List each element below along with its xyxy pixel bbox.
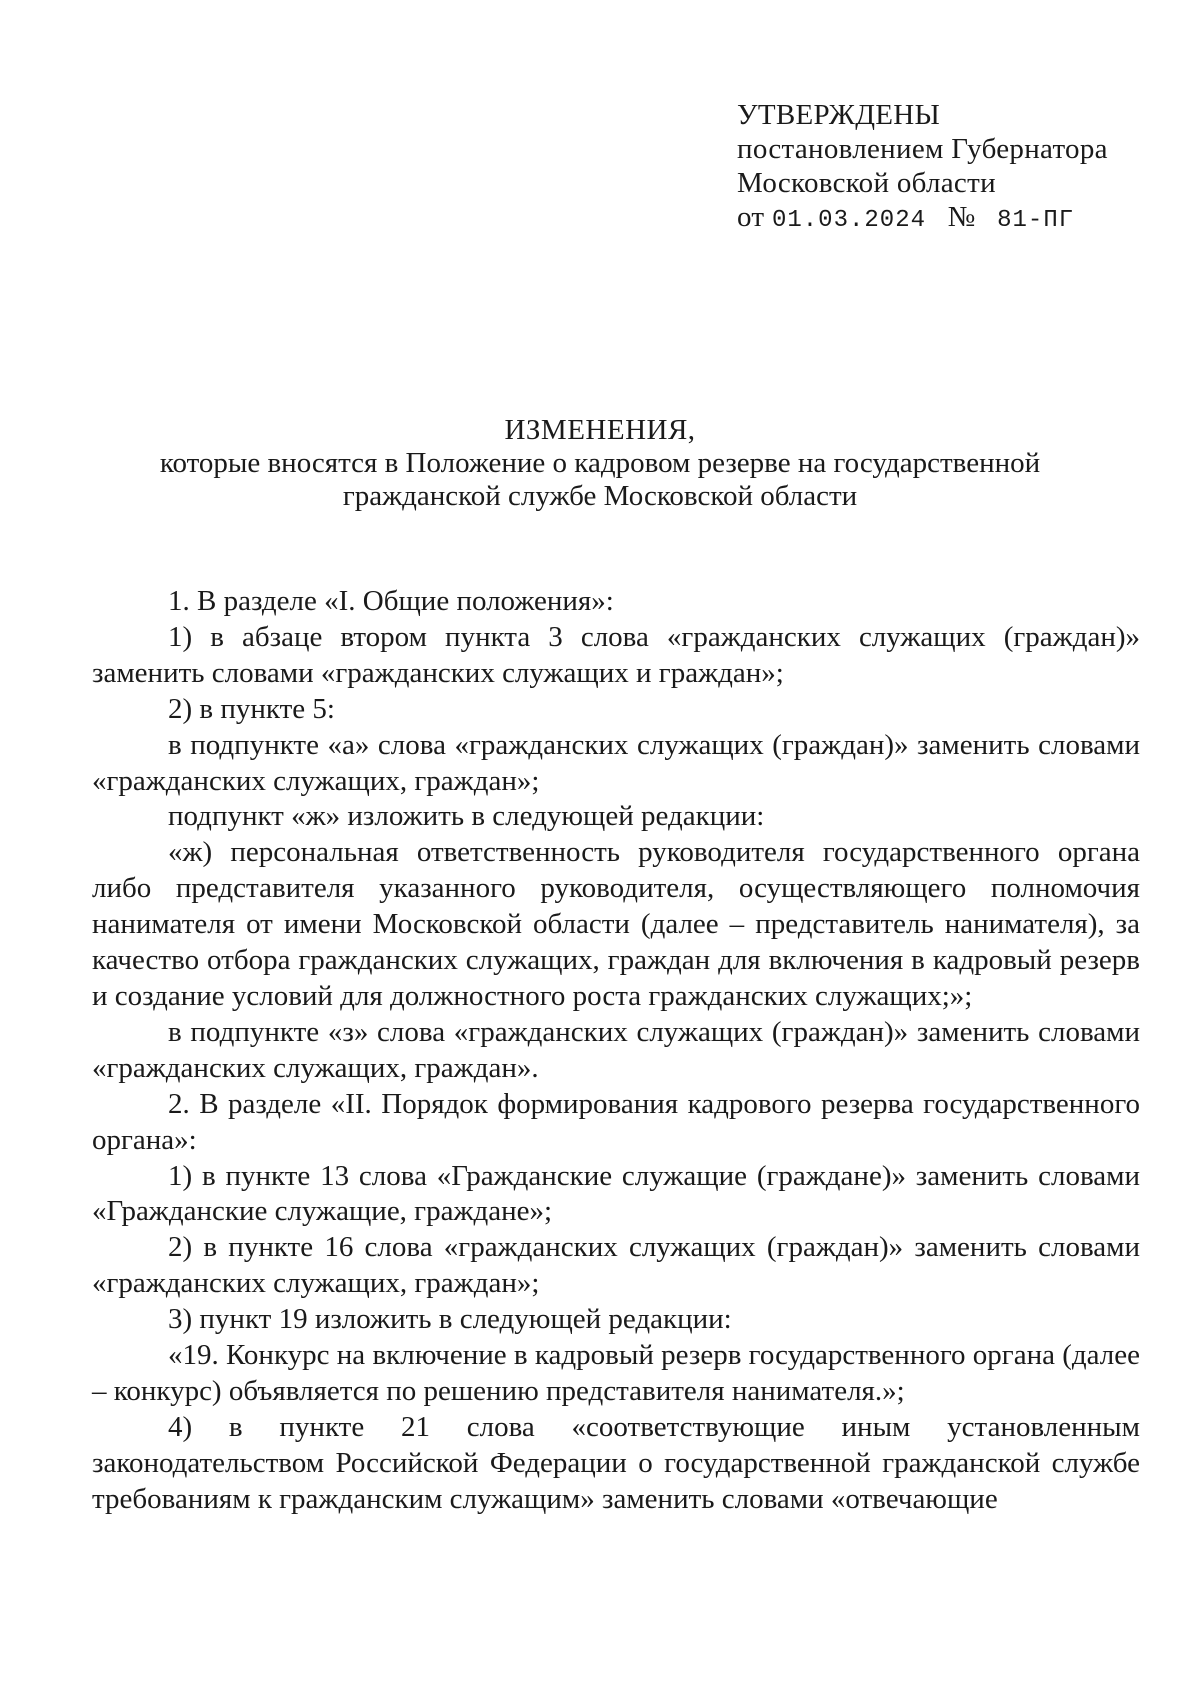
paragraph: «19. Конкурс на включение в кадровый резерв государственного органа (далее – конкурс) объявляется по решению представителя нанимателя.»; (92, 1339, 1140, 1407)
title-sub-line-1: которые вносятся в Положение о кадровом резерве на государственной (159, 447, 1041, 479)
paragraph: подпункт «ж» изложить в следующей редакции: (168, 800, 765, 833)
number-sign: № (947, 201, 976, 233)
approval-stamp (737, 98, 1108, 238)
approval-date: 01.03.2024 (771, 207, 926, 234)
title-main: ИЗМЕНЕНИЯ, (504, 414, 696, 446)
paragraph: 1. В разделе «I. Общие положения»: (168, 585, 614, 617)
date-prefix: от (737, 201, 765, 233)
approval-authority: постановлением Губернатора (737, 133, 1108, 165)
paragraph: в подпункте «з» слова «гражданских служащих (граждан)» заменить словами «гражданских служащих, граждан». (92, 1015, 1140, 1084)
paragraph: «ж) персональная ответственность руководителя государственного органа либо представителя указанного руководителя, осуществляющего полномочия нанимателя от имени Московской области (далее – представитель нанимателя), за качество отбора гражданских служащих, граждан для включения в кадровый резерв и создание условий для должностного роста гражданских служащих;»; (92, 836, 1140, 1012)
paragraph: 4) в пункте 21 слова «соответствующие иным установленным законодательством Российской Федерации о государственной гражданской службе требованиям к гражданским служащим» заменить словами «отвечающие (92, 1410, 1140, 1515)
paragraph: в подпункте «а» слова «гражданских служащих (граждан)» заменить словами «гражданских служащих, граждан»; (92, 728, 1140, 797)
title-sub-line-2: гражданской службе Московской области (342, 480, 858, 512)
paragraph: 3) пункт 19 изложить в следующей редакции: (168, 1303, 732, 1336)
paragraph: 1) в пункте 13 слова «Гражданские служащие (граждане)» заменить словами «Гражданские служащие, граждане»; (92, 1159, 1140, 1228)
paragraph: 1) в абзаце втором пункта 3 слова «гражданских служащих (граждан)» заменить словами «гражданских служащих и граждан»; (92, 620, 1140, 689)
paragraph: 2) в пункте 16 слова «гражданских служащих (граждан)» заменить словами «гражданских служащих, граждан»; (92, 1231, 1140, 1300)
document-title (80, 414, 1120, 513)
approval-number: 81-ПГ (997, 207, 1075, 234)
approval-region: Московской области (737, 167, 996, 199)
approval-date-line (737, 200, 1108, 238)
paragraph: 2. В разделе «II. Порядок формирования кадрового резерва государственного органа»: (92, 1087, 1140, 1156)
document-body (92, 584, 1140, 1518)
approval-heading: УТВЕРЖДЕНЫ (737, 99, 941, 131)
paragraph: 2) в пункте 5: (168, 692, 335, 725)
